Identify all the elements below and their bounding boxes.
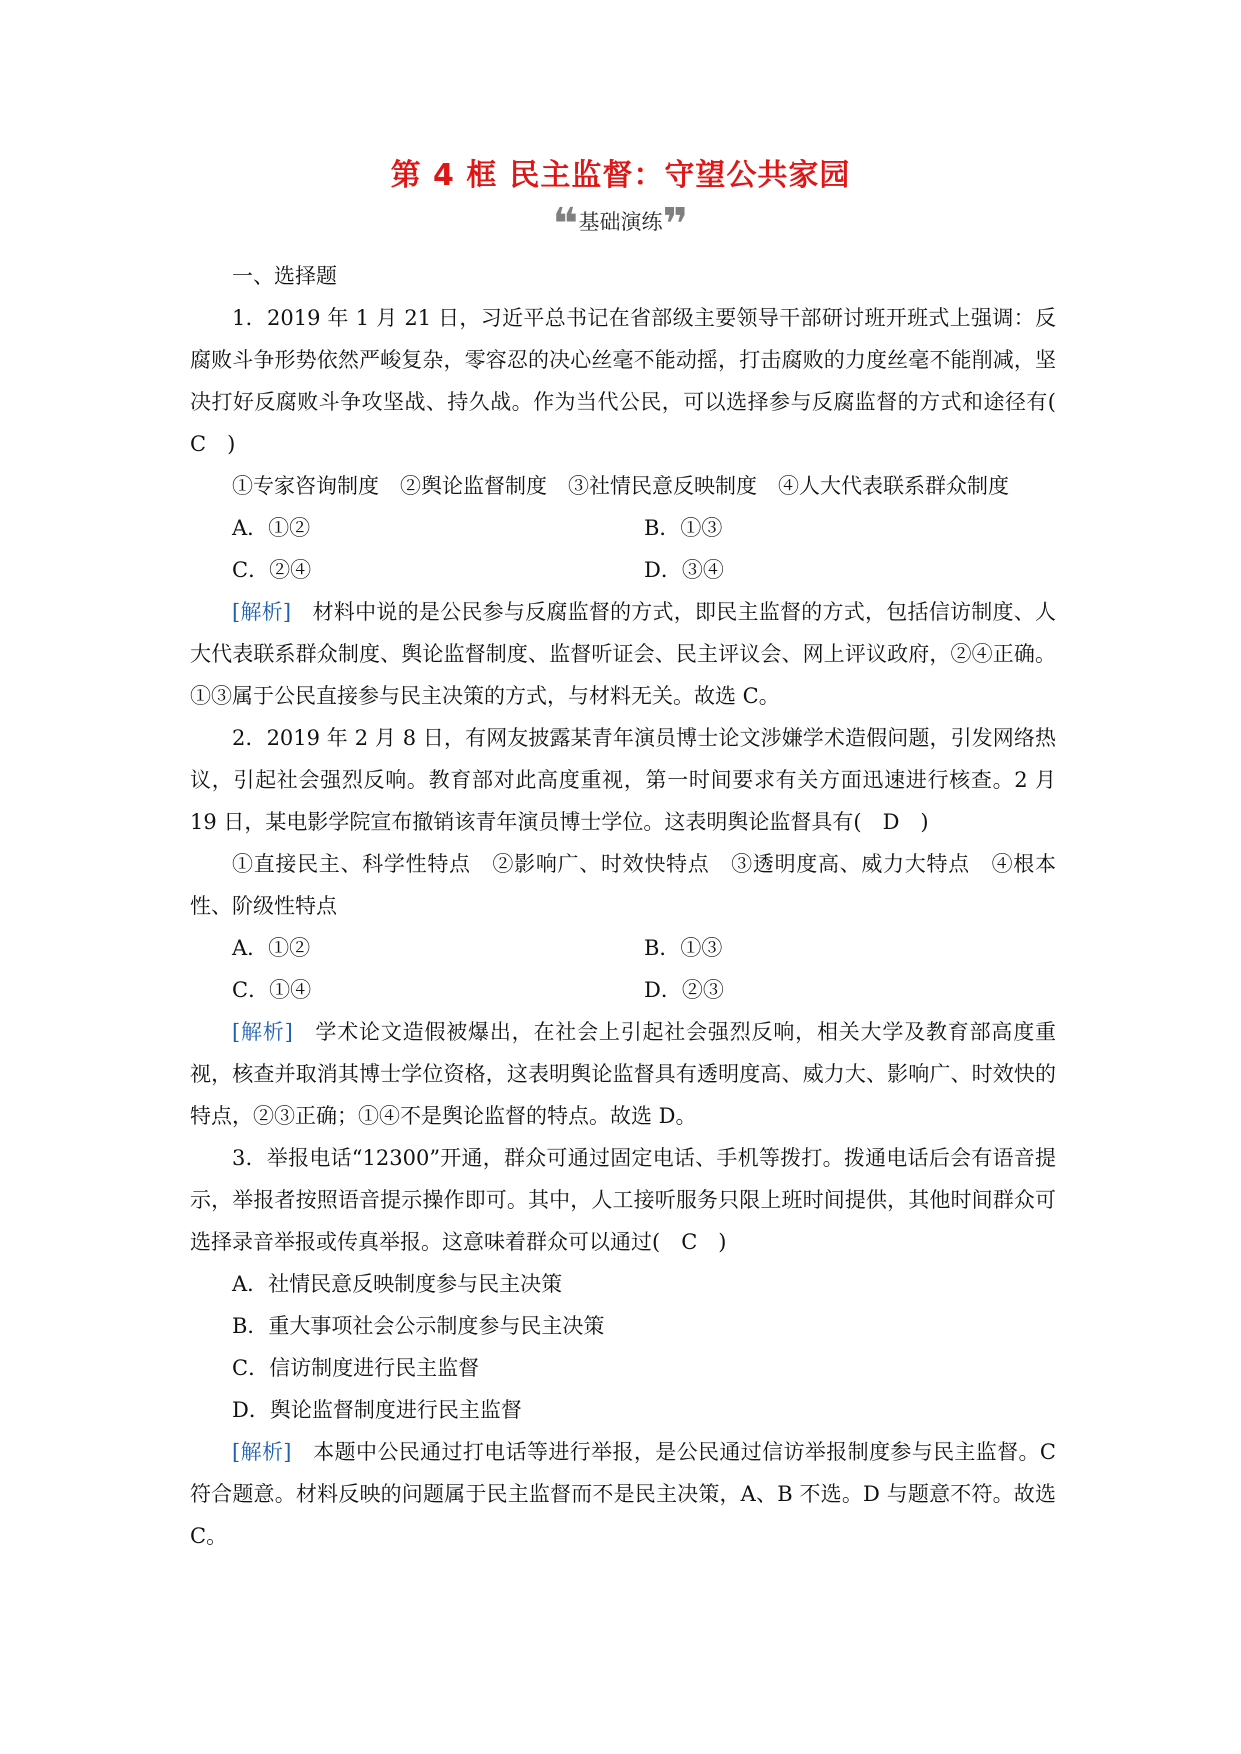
question-1-option-a: A．①② [232,516,311,540]
question-1-option-d: D．③④ [644,558,724,582]
question-2-options-row-1 [232,927,1056,969]
question-1-stem: 1．2019 年 1 月 21 日，习近平总书记在省部级主要领导干部研讨班开班式上强调：反腐败斗争形势依然严峻复杂，零容忍的决心丝毫不能动摇，打击腐败的力度丝毫不能削减，坚决打好反腐败斗争攻坚战、持久战。作为当代公民，可以选择参与反腐监督的方式和途径有( C ) [190,306,1077,456]
question-3-option-b: B．重大事项社会公示制度参与民主决策 [232,1314,605,1338]
question-1-option-b: B．①③ [644,516,723,540]
question-1-analysis [190,591,1056,717]
question-2-option-d: D．②③ [644,978,724,1002]
question-1-options-row-2 [232,549,1056,591]
section-badge [0,199,1241,250]
title-lesson-number: 第 4 框 [390,158,498,193]
question-2-items: ①直接民主、科学性特点 ②影响广、时效快特点 ③透明度高、威力大特点 ④根本性、阶级性特点 [190,852,1056,918]
close-quote-icon: ❞ [662,199,689,250]
question-2-option-a: A．①② [232,936,311,960]
question-1-items: ①专家咨询制度 ②舆论监督制度 ③社情民意反映制度 ④人大代表联系群众制度 [232,474,1009,498]
question-2-option-b: B．①③ [644,936,723,960]
question-1-options-row-1 [232,507,1056,549]
question-3-stem: 3．举报电话“12300”开通，群众可通过固定电话、手机等拨打。拨通电话后会有语音提示，举报者按照语音提示操作即可。其中，人工接听服务只限上班时间提供，其他时间群众可选择录音举报或传真举报。这意味着群众可以通过( C ) [190,1146,1056,1254]
analysis-tag: [解析] [232,1020,293,1044]
question-1-option-c: C．②④ [232,558,312,582]
badge-label: 基础演练 [578,210,663,234]
open-quote-icon: ❝ [552,199,579,250]
section-heading: 一、选择题 [232,264,337,288]
analysis-tag: [解析] [232,600,292,624]
analysis-text: 材料中说的是公民参与反腐监督的方式，即民主监督的方式，包括信访制度、人大代表联系群众制度、舆论监督制度、监督听证会、民主评议会、网上评议政府，②④正确。①③属于公民直接参与民主决策的方式，与材料无关。故选 C。 [190,600,1056,708]
question-2-options-row-2 [232,969,1056,1011]
question-3-option-c: C．信访制度进行民主监督 [232,1356,480,1380]
page-title [0,150,1241,194]
document-body [190,255,1077,1557]
question-3-option-a: A．社情民意反映制度参与民主决策 [232,1272,563,1296]
question-2-analysis [190,1011,1056,1137]
analysis-tag: [解析] [232,1440,292,1464]
analysis-text: 本题中公民通过打电话等进行举报，是公民通过信访举报制度参与民主监督。C 符合题意。材料反映的问题属于民主监督而不是民主决策，A、B 不选。D 与题意不符。故选 C。 [190,1440,1056,1548]
question-3-analysis [190,1431,1056,1557]
question-2-option-c: C．①④ [232,978,312,1002]
question-3-option-d: D．舆论监督制度进行民主监督 [232,1398,522,1422]
analysis-text: 学术论文造假被爆出，在社会上引起社会强烈反响，相关大学及教育部高度重视，核查并取消其博士学位资格，这表明舆论监督具有透明度高、威力大、影响广、时效快的特点，②③正确；①④不是舆论监督的特点。故选 D。 [190,1020,1057,1128]
title-topic: 民主监督：守望公共家园 [509,158,851,193]
question-2-stem: 2．2019 年 2 月 8 日，有网友披露某青年演员博士论文涉嫌学术造假问题，引发网络热议，引起社会强烈反响。教育部对此高度重视，第一时间要求有关方面迅速进行核查。2 月 19 日，某电影学院宣布撤销该青年演员博士学位。这表明舆论监督具有( D ) [190,726,1056,834]
